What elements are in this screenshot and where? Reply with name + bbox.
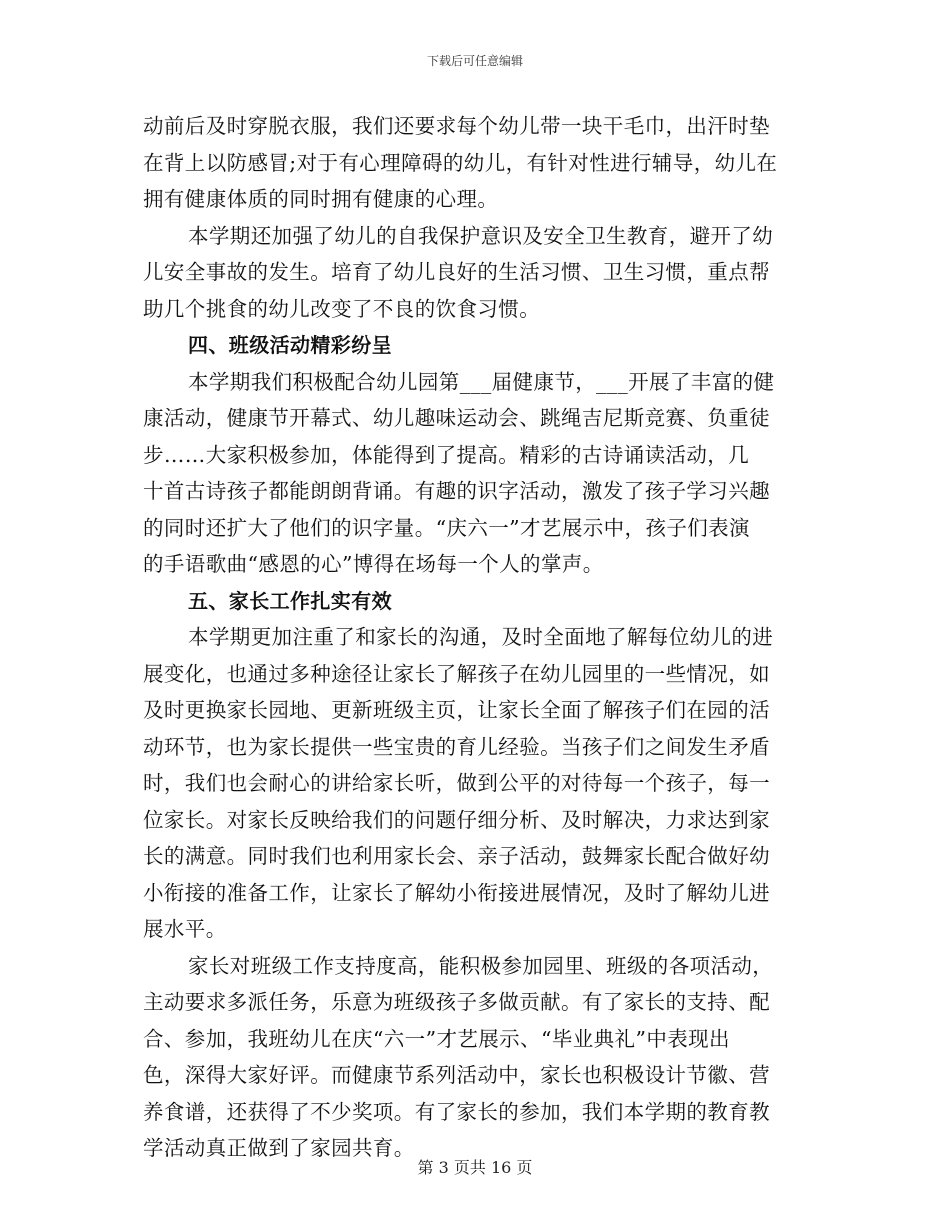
page-number-footer: 第 3 页共 16 页: [417, 1158, 533, 1177]
body-line: 及时更换家长园地、更新班级主页，让家长全面了解孩子们在园的活: [143, 698, 770, 722]
body-line: 色，深得大家好评。而健康节系列活动中，家长也积极设计节徽、营: [143, 1063, 770, 1087]
body-line: 动前后及时穿脱衣服，我们还要求每个幼儿带一块干毛巾，出汗时垫: [143, 114, 770, 138]
body-line: 动环节，也为家长提供一些宝贵的育儿经验。当孩子们之间发生矛盾: [143, 734, 770, 759]
body-line: 拥有健康体质的同时拥有健康的心理。: [143, 187, 499, 211]
body-line: 康活动，健康节开幕式、幼儿趣味运动会、跳绳吉尼斯竞赛、负重徒: [143, 406, 770, 430]
body-line: 展变化，也通过多种途径让家长了解孩子在幼儿园里的一些情况，如: [143, 661, 770, 686]
body-line: 位家长。对家长反映给我们的问题仔细分析、及时解决，力求达到家: [143, 807, 770, 832]
body-line: 儿安全事故的发生。培育了幼儿良好的生活习惯、卫生习惯，重点帮: [143, 260, 770, 284]
section-heading-5: 五、家长工作扎实有效: [188, 588, 392, 613]
body-line: 时，我们也会耐心的讲给家长听，做到公平的对待每一个孩子，每一: [143, 771, 770, 795]
body-line: 养食谱，还获得了不少奖项。有了家长的参加，我们本学期的教育教: [143, 1099, 770, 1124]
body-line: 学活动真正做到了家园共育。: [143, 1136, 415, 1160]
body-line: 小衔接的准备工作，让家长了解幼小衔接进展情况，及时了解幼儿进: [143, 880, 770, 905]
body-line: 的手语歌曲“感恩的心”博得在场每一个人的掌声。: [143, 552, 604, 576]
page-header: 下载后可任意编辑: [426, 54, 523, 68]
body-line: 合、参加，我班幼儿在庆“六一”才艺展示、“毕业典礼”中表现出: [143, 1026, 730, 1051]
body-line: 在背上以防感冒;对于有心理障碍的幼儿，有针对性进行辅导，幼儿在: [143, 150, 778, 175]
body-line: 主动要求多派任务，乐意为班级孩子多做贡献。有了家长的支持、配: [143, 990, 770, 1014]
body-line: 长的满意。同时我们也利用家长会、亲子活动，鼓舞家长配合做好幼: [143, 844, 770, 868]
document-body: [143, 108, 808, 1167]
paragraph-start-line: 本学期还加强了幼儿的自我保护意识及安全卫生教育，避开了幼: [188, 223, 774, 248]
section-heading-4: 四、班级活动精彩纷呈: [188, 333, 392, 357]
paragraph-start-line: 本学期我们积极配合幼儿园第___届健康节，___开展了丰富的健: [188, 369, 775, 394]
paragraph-start-line: 家长对班级工作支持度高，能积极参加园里、班级的各项活动，: [188, 953, 774, 978]
body-line: 展水平。: [143, 917, 227, 941]
body-line: 的同时还扩大了他们的识字量。“庆六一”才艺展示中，孩子们表演: [143, 515, 750, 540]
body-line: 步……大家积极参加，体能得到了提高。精彩的古诗诵读活动，几: [143, 442, 750, 467]
paragraph-start-line: 本学期更加注重了和家长的沟通，及时全面地了解每位幼儿的进: [188, 625, 774, 649]
body-line: 十首古诗孩子都能朗朗背诵。有趣的识字活动，激发了孩子学习兴趣: [143, 479, 770, 503]
body-line: 助几个挑食的幼儿改变了不良的饮食习惯。: [143, 296, 541, 321]
